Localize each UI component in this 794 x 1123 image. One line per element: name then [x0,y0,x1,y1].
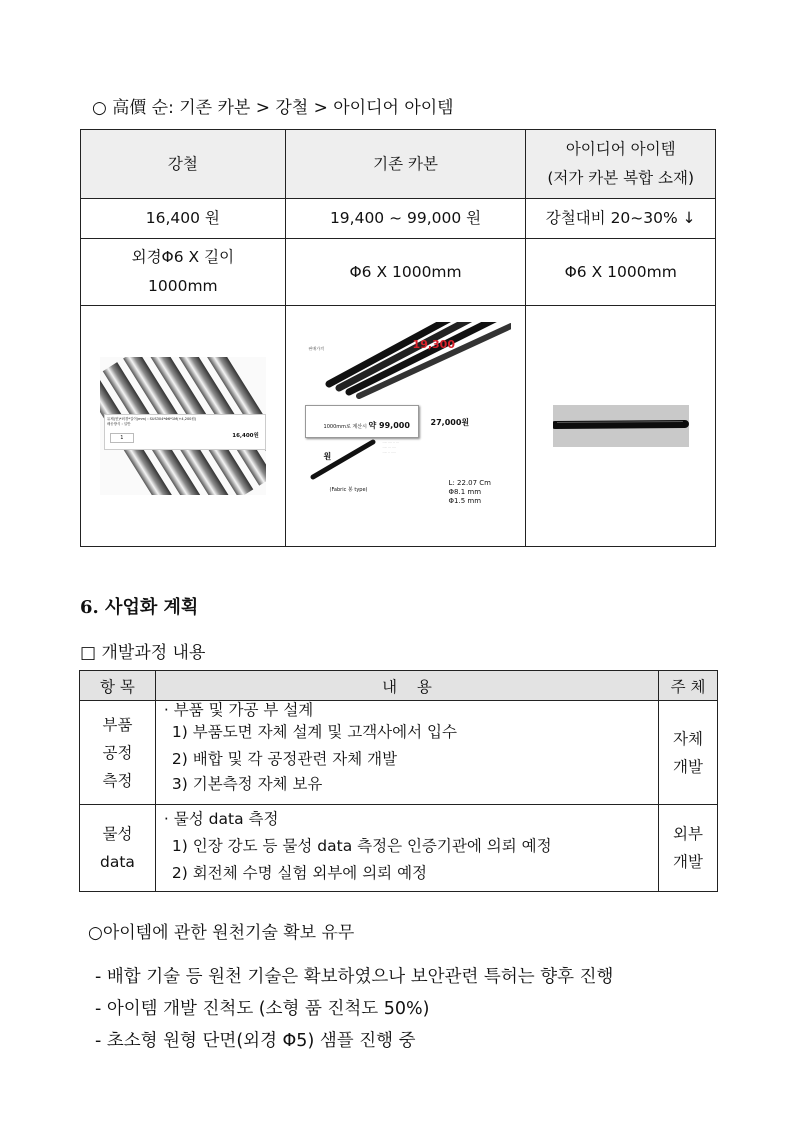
tech-heading: ○아이템에 관한 원천기술 확보 유무 [88,923,355,943]
comparison-table [80,129,716,547]
dev-header-item: 항 목 [80,671,156,701]
steel-order-caption2: 배송방식 : 일반 [106,422,131,426]
price-carbon: 19,400 ~ 99,000 원 [285,199,526,239]
carbon-box-sub: (Fabric 봉 type) [329,487,368,493]
carbon-box-line: 1000mm로 계산시 약 99,000원 [323,421,410,461]
size-idea: Φ6 X 1000mm [526,239,716,306]
header-idea-sub: (저가 카본 복합 소재) [547,169,695,187]
dev-row2-content: · 물성 data 측정 1) 인장 강도 등 물성 data 측정은 인증기관에 의뢰 예정 2) 회전체 수명 실험 외부에 의뢰 예정 [155,805,658,892]
header-idea-title: 아이디어 아이템 [565,140,676,158]
header-steel: 강철 [81,130,286,199]
dev-header-content: 내 용 [155,671,658,701]
idea-rod-image [553,405,689,447]
carbon-rods-image [301,322,511,530]
tech-bullet-1: - 배합 기술 등 원천 기술은 확보하였으나 보안관련 특허는 향후 진행 [95,967,614,987]
tech-bullet-2: - 아이템 개발 진척도 (소형 품 진척도 50%) [95,999,430,1019]
price-idea: 강철대비 20~30% ↓ [526,199,716,239]
dev-process-table [79,670,718,892]
carbon-top-price: 19,300 [412,338,455,351]
size-steel-line2: 1000mm [148,277,218,295]
steel-rods-image [100,357,266,495]
steel-order-caption: 유제(봉)*외경*길이(mm) : SUS304*Φ6*1M(+4,200원) [106,417,197,421]
dev-header-owner: 주 체 [659,671,718,701]
section-title: 6. 사업화 계획 [80,597,199,618]
dev-row2-owner: 외부 개발 [659,805,718,892]
steel-price: 16,400원 [232,433,259,439]
size-steel-line1: 외경Φ6 X 길이 [131,248,235,266]
dev-subtitle: □ 개발과정 내용 [80,643,206,663]
dev-row1-owner: 자체 개발 [659,701,718,805]
carbon-price-box [305,405,419,493]
carbon-specs: L: 22.07 Cm Φ8.1 mm Φ1.5 mm [448,479,492,505]
price-steel: 16,400 원 [81,199,286,239]
carbon-top-label: 판매가격 [308,346,325,351]
carbon-side-price: 27,000원 [430,418,470,427]
dev-row1-item: 부품 공정 측정 [80,701,156,805]
dev-row2-item: 물성 data [80,805,156,892]
idea-rod-graphic [553,405,689,447]
dev-row1-content: · 부품 및 가공 부 설계 1) 부품도면 자체 설계 및 고객사에서 입수 2) 배합 및 각 공정관련 자체 개발 3) 기본측정 자체 보유 [155,701,658,805]
steel-qty: 1 [110,433,134,443]
header-carbon: 기존 카본 [285,130,526,199]
intro-heading: ○ 高價 순: 기존 카본 > 강철 > 아이디어 아이템 [92,98,454,118]
tech-bullet-3: - 초소형 원형 단면(외경 Φ5) 샘플 진행 중 [95,1031,416,1051]
carbon-image-cell [285,306,526,547]
steel-order-box [104,414,266,450]
size-steel [81,239,286,306]
header-idea [526,130,716,199]
size-carbon: Φ6 X 1000mm [285,239,526,306]
idea-image-cell [526,306,716,547]
steel-image-cell [81,306,286,547]
carbon-spec-text: ····· ···· ·· ··· ····· ··· ···· ····· ·· ····· [382,440,399,454]
